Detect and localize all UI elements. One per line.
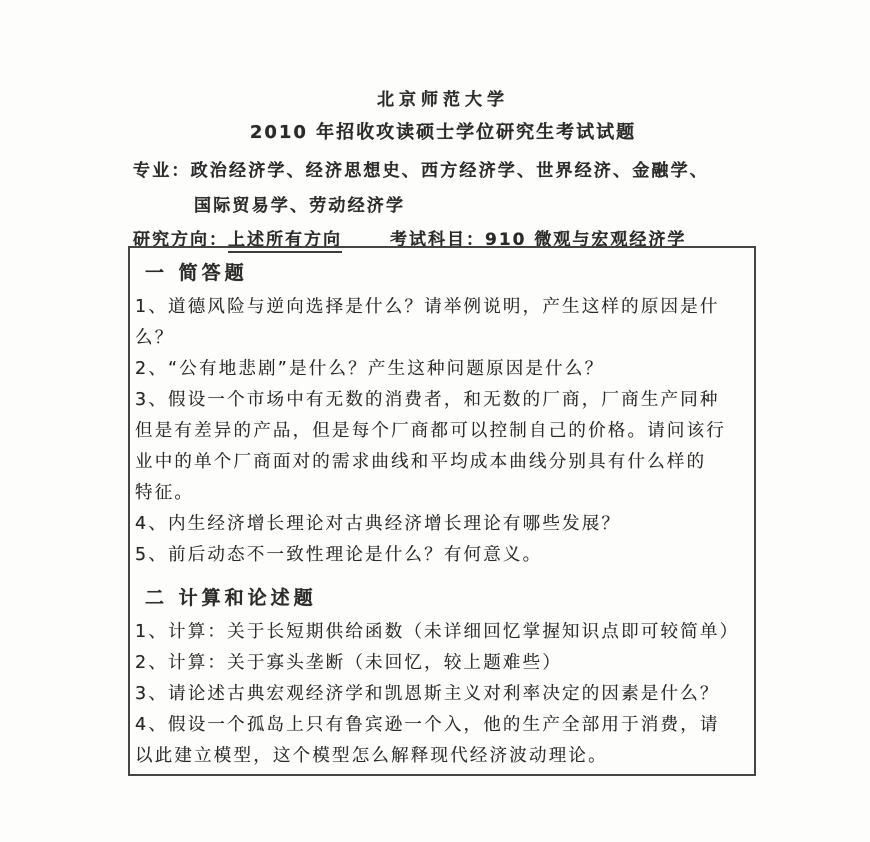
question-line: 3、请论述古典宏观经济学和凯恩斯主义对利率决定的因素是什么？ bbox=[135, 684, 720, 704]
question-line: 业中的单个厂商面对的需求曲线和平均成本曲线分别具有什么样的 bbox=[135, 452, 707, 472]
research-direction-value: 上述所有方向 bbox=[228, 230, 342, 253]
exam-header bbox=[128, 88, 758, 254]
exam-subject-label: 考试科目： bbox=[390, 230, 485, 250]
section-2-heading: 二 计算和论述题 bbox=[145, 587, 317, 609]
question-line: 2、计算：关于寡头垄断（未回忆，较上题难些） bbox=[135, 653, 563, 673]
question-line: 2、“公有地悲剧”是什么？产生这种问题原因是什么？ bbox=[135, 359, 605, 379]
question-line: 4、假设一个孤岛上只有鲁宾逊一个入，他的生产全部用于消费，请 bbox=[135, 715, 720, 735]
majors-line-1: 专业：政治经济学、经济思想史、西方经济学、世界经济、金融学、 bbox=[133, 161, 709, 181]
question-line: 特征。 bbox=[135, 483, 195, 503]
question-line: 4、内生经济增长理论对古典经济增长理论有哪些发展？ bbox=[135, 514, 622, 534]
majors-line-2: 国际贸易学、劳动经济学 bbox=[194, 196, 406, 216]
section-1-heading: 一 简答题 bbox=[145, 262, 248, 284]
question-line: 5、前后动态不一致性理论是什么？有何意义。 bbox=[135, 545, 543, 565]
question-line: 1、计算：关于长短期供给函数（未详细回忆掌握知识点即可较简单） bbox=[135, 622, 740, 642]
question-box bbox=[128, 246, 756, 776]
question-line: 以此建立模型，这个模型怎么解释现代经济波动理论。 bbox=[135, 746, 608, 766]
question-line: 1、道德风险与逆向选择是什么？请举例说明，产生这样的原因是什 bbox=[135, 297, 720, 317]
exam-subject-value: 910 微观与宏观经济学 bbox=[485, 230, 687, 250]
question-line: 但是有差异的产品，但是每个厂商都可以控制自己的价格。请问该行 bbox=[135, 421, 726, 441]
question-line: 3、假设一个市场中有无数的消费者，和无数的厂商，厂商生产同种 bbox=[135, 390, 720, 410]
question-line: 么？ bbox=[135, 328, 175, 348]
exam-title: 2010 年招收攻读硕士学位研究生考试试题 bbox=[249, 122, 637, 143]
university-name: 北京师范大学 bbox=[377, 90, 509, 110]
research-direction-label: 研究方向： bbox=[133, 230, 228, 250]
